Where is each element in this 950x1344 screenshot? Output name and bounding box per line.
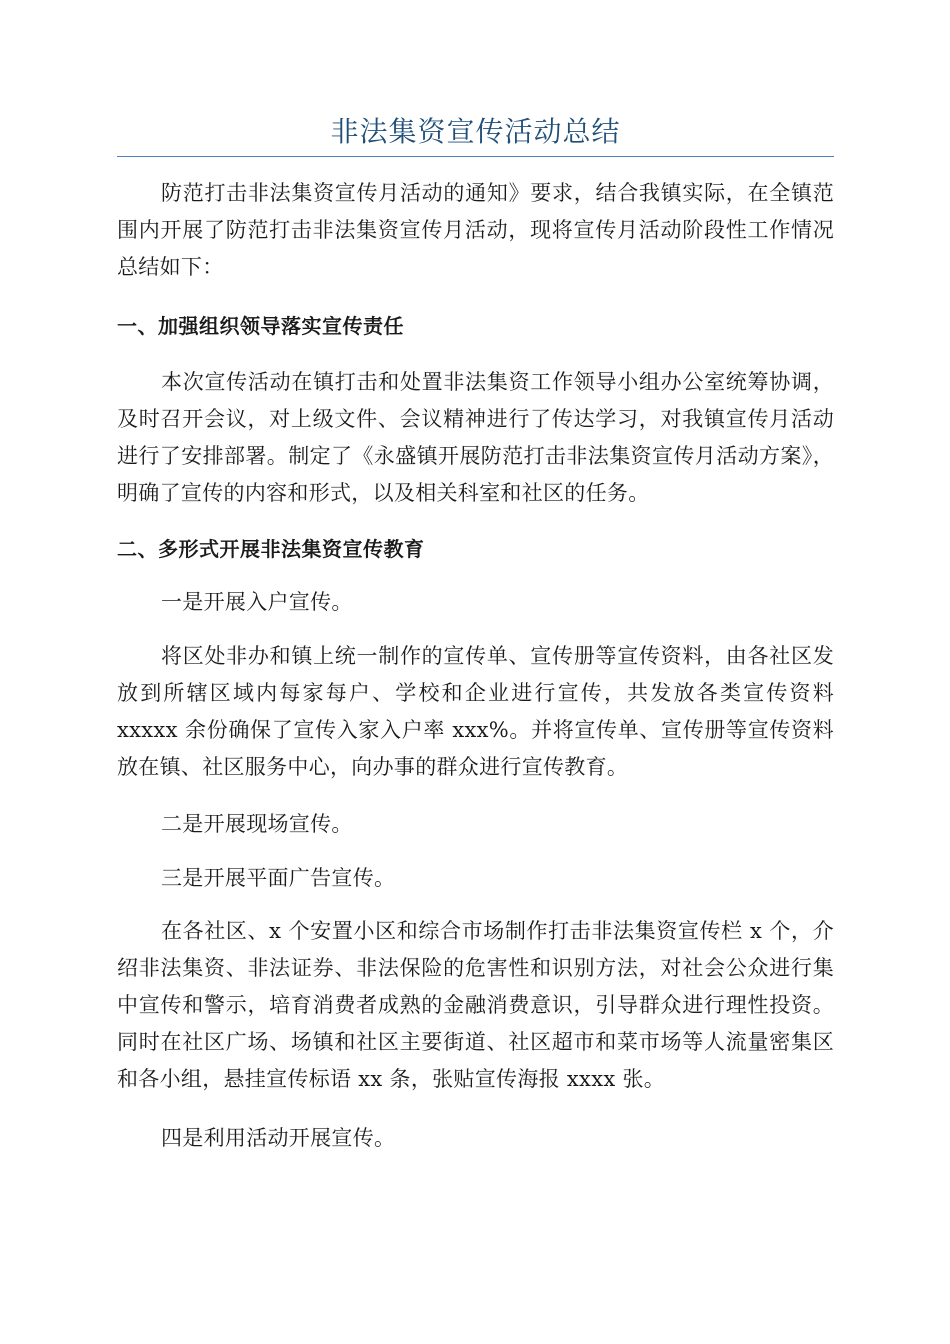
paragraph-organization: 本次宣传活动在镇打击和处置非法集资工作领导小组办公室统筹协调，及时召开会议，对上级文件、会议精神进行了传达学习，对我镇宣传月活动进行了安排部署。制定了《永盛镇开展防范打击非法集资宣传月活动方案》，明确了宣传的内容和形式，以及相关科室和社区的任务。	[117, 370, 834, 505]
title-block	[117, 112, 834, 157]
paragraph-household: 将区处非办和镇上统一制作的宣传单、宣传册等宣传资料，由各社区发放到所辖区域内每家每户、学校和企业进行宣传，共发放各类宣传资料 xxxxx 余份确保了宣传入家入户率 xxx%。并将宣传单、宣传册等宣传资料放在镇、社区服务中心，向办事的群众进行宣传教育。	[117, 644, 834, 779]
subpoint-activities: 四是利用活动开展宣传。	[161, 1126, 396, 1150]
paragraph-print-ads: 在各社区、x 个安置小区和综合市场制作打击非法集资宣传栏 x 个，介绍非法集资、非法证券、非法保险的危害性和识别方法，对社会公众进行集中宣传和警示，培育消费者成熟的金融消费意识，引导群众进行理性投资。同时在社区广场、场镇和社区主要街道、社区超市和菜市场等人流量密集区和各小组，悬挂宣传标语 xx 条，张贴宣传海报 xxxx 张。	[117, 919, 834, 1091]
subpoint-household: 一是开展入户宣传。	[161, 590, 353, 614]
subpoint-print-ads: 三是开展平面广告宣传。	[161, 866, 396, 890]
intro-paragraph: 防范打击非法集资宣传月活动的通知》要求，结合我镇实际，在全镇范围内开展了防范打击非法集资宣传月活动，现将宣传月活动阶段性工作情况总结如下：	[117, 181, 834, 279]
subpoint-onsite: 二是开展现场宣传。	[161, 812, 353, 836]
section-heading-1: 一、加强组织领导落实宣传责任	[117, 314, 404, 338]
page-title: 非法集资宣传活动总结	[330, 115, 621, 148]
section-heading-2: 二、多形式开展非法集资宣传教育	[117, 537, 425, 561]
